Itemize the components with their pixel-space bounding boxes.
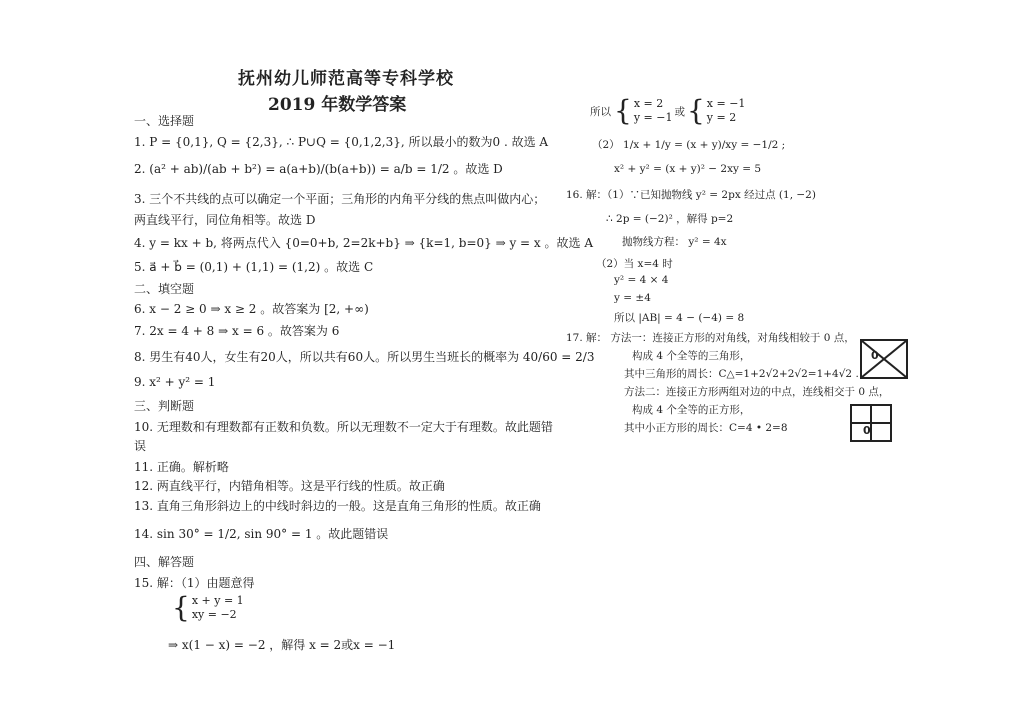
section-fill: 二、填空题 (134, 282, 195, 296)
brace-symbol: { (686, 94, 705, 127)
system-equation-1: x + y = 1 (191, 594, 244, 607)
answer-17-line5: 构成 4 个全等的正方形， (632, 404, 751, 416)
solution-2-x: x = −1 (706, 97, 746, 110)
answer-15-system (172, 591, 244, 624)
answer-16-line5: y² = 4 × 4 (614, 274, 669, 286)
answer-17-line6: 其中小正方形的周长：C=4 • 2=8 (624, 422, 788, 434)
answer-6: 6. x − 2 ≥ 0 ⇒ x ≥ 2 。故答案为 [2, +∞) (134, 302, 369, 316)
system-equations (192, 594, 244, 622)
answer-17-line4: 方法二：连接正方形两组对边的中点，连线相交于 0 点， (624, 386, 890, 398)
answer-15-part2: （2） 1/x + 1/y = (x + y)/xy = −1/2 ; (592, 139, 786, 151)
answer-12: 12. 两直线平行，内错角相等。这是平行线的性质。故正确 (134, 479, 445, 493)
school-name: 抚州幼儿师范高等专科学校 (238, 69, 454, 89)
solution-1-x: x = 2 (633, 97, 664, 110)
diagonals-drawing (862, 341, 906, 377)
document-title: 2019 年数学答案 (268, 95, 407, 115)
answer-2: 2. (a² + ab)/(ab + b²) = a(a+b)/(b(a+b)) = a/b = 1/2 。故选 D (134, 162, 503, 176)
answer-16-line3: 抛物线方程： y² = 4x (622, 236, 727, 248)
square-quarters-figure (850, 404, 892, 442)
answer-1: 1. P = {0,1}, Q = {2,3}, ∴ P∪Q = {0,1,2,3}, 所以最小的数为0 . 故选 A (134, 135, 549, 149)
answer-10-line2: 误 (134, 439, 147, 453)
brace-symbol: { (614, 94, 632, 127)
answer-5: 5. a⃗ + b⃗ = (0,1) + (1,1) = (1,2) 。故选 C (134, 260, 374, 274)
answer-17-line2: 构成 4 个全等的三角形， (632, 350, 751, 362)
brace-symbol: { (172, 591, 190, 624)
answer-16-line7: 所以 |AB| = 4 − (−4) = 8 (614, 312, 745, 324)
section-judge: 三、判断题 (134, 399, 195, 413)
or-label: 或 (674, 105, 685, 118)
answer-17-line3: 其中三角形的周长：C△=1+2√2+2√2=1+4√2 . (624, 368, 859, 380)
solution-1-y: y = −1 (633, 111, 673, 124)
answer-15-result: ⇒ x(1 − x) = −2 ，解得 x = 2或x = −1 (168, 638, 396, 652)
answer-16-line2: ∴ 2p = (−2)² ，解得 p=2 (606, 213, 734, 225)
answer-16-line1: 16. 解：（1）∵已知抛物线 y² = 2px 经过点 (1, −2) (566, 189, 816, 201)
system-equation-2: xy = −2 (191, 608, 237, 621)
answer-10-line1: 10. 无理数和有理数都有正数和负数。所以无理数不一定大于有理数。故此题错 (134, 420, 553, 434)
answer-16-line4: （2）当 x=4 时 (596, 258, 673, 270)
answer-15-intro: 15. 解：（1）由题意得 (134, 576, 255, 590)
answer-15-solution-sets (590, 94, 746, 127)
answer-3-line2: 两直线平行，同位角相等。故选 D (134, 213, 316, 227)
answer-17-line1: 17. 解： 方法一：连接正方形的对角线，对角线相较于 0 点， (566, 332, 855, 344)
solution-set-1 (634, 97, 673, 125)
section-solve: 四、解答题 (134, 555, 195, 569)
answer-9: 9. x² + y² = 1 (134, 375, 216, 389)
answer-11: 11. 正确。解析略 (134, 460, 229, 474)
answer-3-line1: 3. 三个不共线的点可以确定一个平面；三角形的内角平分线的焦点叫做内心； (134, 192, 546, 206)
answer-8: 8. 男生有40人，女生有20人，所以共有60人。所以男生当班长的概率为 40/60 = 2/3 (134, 350, 595, 364)
answer-15-part2-result: x² + y² = (x + y)² − 2xy = 5 (614, 163, 762, 175)
midlines-drawing (852, 406, 890, 440)
solution-2-y: y = 2 (706, 111, 737, 124)
section-choice: 一、选择题 (134, 114, 195, 128)
answer-7: 7. 2x = 4 + 8 ⇒ x = 6 。故答案为 6 (134, 324, 340, 338)
center-point-label: 0 (871, 349, 879, 362)
answer-16-line6: y = ±4 (614, 292, 651, 304)
answer-13: 13. 直角三角形斜边上的中线时斜边的一般。这是直角三角形的性质。故正确 (134, 499, 541, 513)
answer-4: 4. y = kx + b, 将两点代入 {0=0+b, 2=2k+b} ⇒ {k=1, b=0} ⇒ y = x 。故选 A (134, 236, 593, 250)
answer-14: 14. sin 30° = 1/2, sin 90° = 1 。故此题错误 (134, 527, 389, 541)
solution-set-2 (707, 97, 746, 125)
center-point-label: 0 (863, 424, 871, 437)
so-prefix: 所以 (590, 105, 611, 118)
square-diagonals-figure (860, 339, 908, 379)
